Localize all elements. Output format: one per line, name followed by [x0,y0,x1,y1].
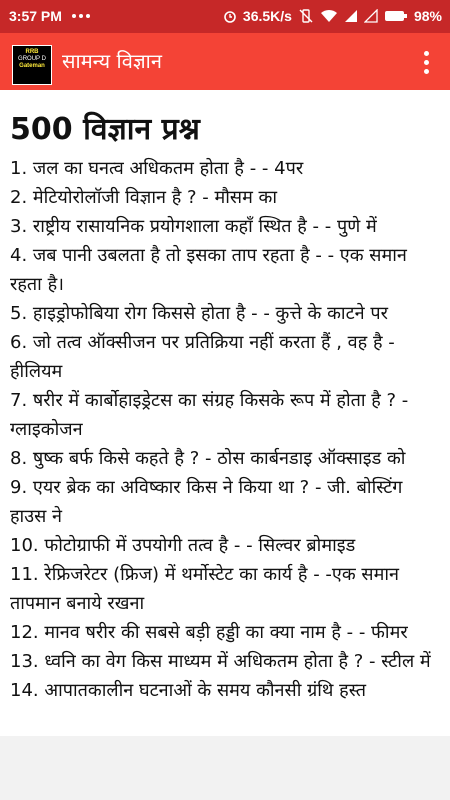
vibrate-off-icon [298,9,314,23]
question-item: 2. मेटियोरोलॉजी विज्ञान है ? - मौसम का [10,187,278,208]
question-item: 8. षुष्क बर्फ किसे कहते है ? - ठोस कार्बनडाइ ऑक्साइड को [10,448,406,469]
status-bar [0,0,450,33]
question-item: 6. जो तत्व ऑक्सीजन पर प्रतिक्रिया नहीं करता हैं , वह है - हीलियम [10,332,395,382]
status-right [223,8,442,24]
question-item: 4. जब पानी उबलता है तो इसका ताप रहता है - - एक समान रहता है। [10,245,407,295]
battery-percent: 98% [413,8,442,24]
wifi-icon [320,9,338,23]
page-title: 500 विज्ञान प्रश्न [10,112,200,147]
bottom-area [0,736,450,800]
question-item: 13. ध्वनि का वेग किस माध्यम में अधिकतम होता है ? - स्टील में [10,651,431,672]
question-item: 12. मानव षरीर की सबसे बड़ी हड्डी का क्या नाम है - - फीमर [10,622,408,643]
question-item: 7. षरीर में कार्बोहाइड्रेटस का संग्रह किसके रूप में होता है ? - ग्लाइकोजन [10,390,409,440]
question-item: 10. फोटोग्राफी में उपयोगी तत्व है - - सिल्वर ब्रोमाइड [10,535,356,556]
signal-icon [344,9,358,23]
question-item: 1. जल का घनत्व अधिकतम होता है - - 4पर [10,158,304,179]
app-logo: RRB GROUP D Gateman [12,45,52,85]
question-item: 3. राष्ट्रीय रासायनिक प्रयोगशाला कहाँ स्थित है - - पुणे में [10,216,377,237]
article-content [10,110,440,736]
battery-icon [384,10,408,22]
network-speed: 36.5K/s [242,8,292,24]
question-item: 9. एयर ब्रेक का अविष्कार किस ने किया था ? - जी. बोस्टिंग हाउस ने [10,477,403,527]
question-item: 14. आपातकालीन घटनाओं के समय कौनसी ग्रंथि हस्त [10,680,366,701]
alarm-icon [223,9,237,23]
app-title: सामन्य विज्ञान [62,49,162,73]
question-item: 11. रेफ्रिजरेटर (फ्रिज) में थर्मोस्टेट का कार्य है - -एक समान तापमान बनाये रखना [10,564,399,614]
status-time: 3:57 PM [9,8,62,24]
question-item: 5. हाइड्रोफोबिया रोग किससे होता है - - कुत्ते के काटने पर [10,303,388,324]
notification-dots-icon [72,14,90,18]
signal-icon-2 [364,9,378,23]
overflow-menu-icon[interactable] [414,44,438,80]
